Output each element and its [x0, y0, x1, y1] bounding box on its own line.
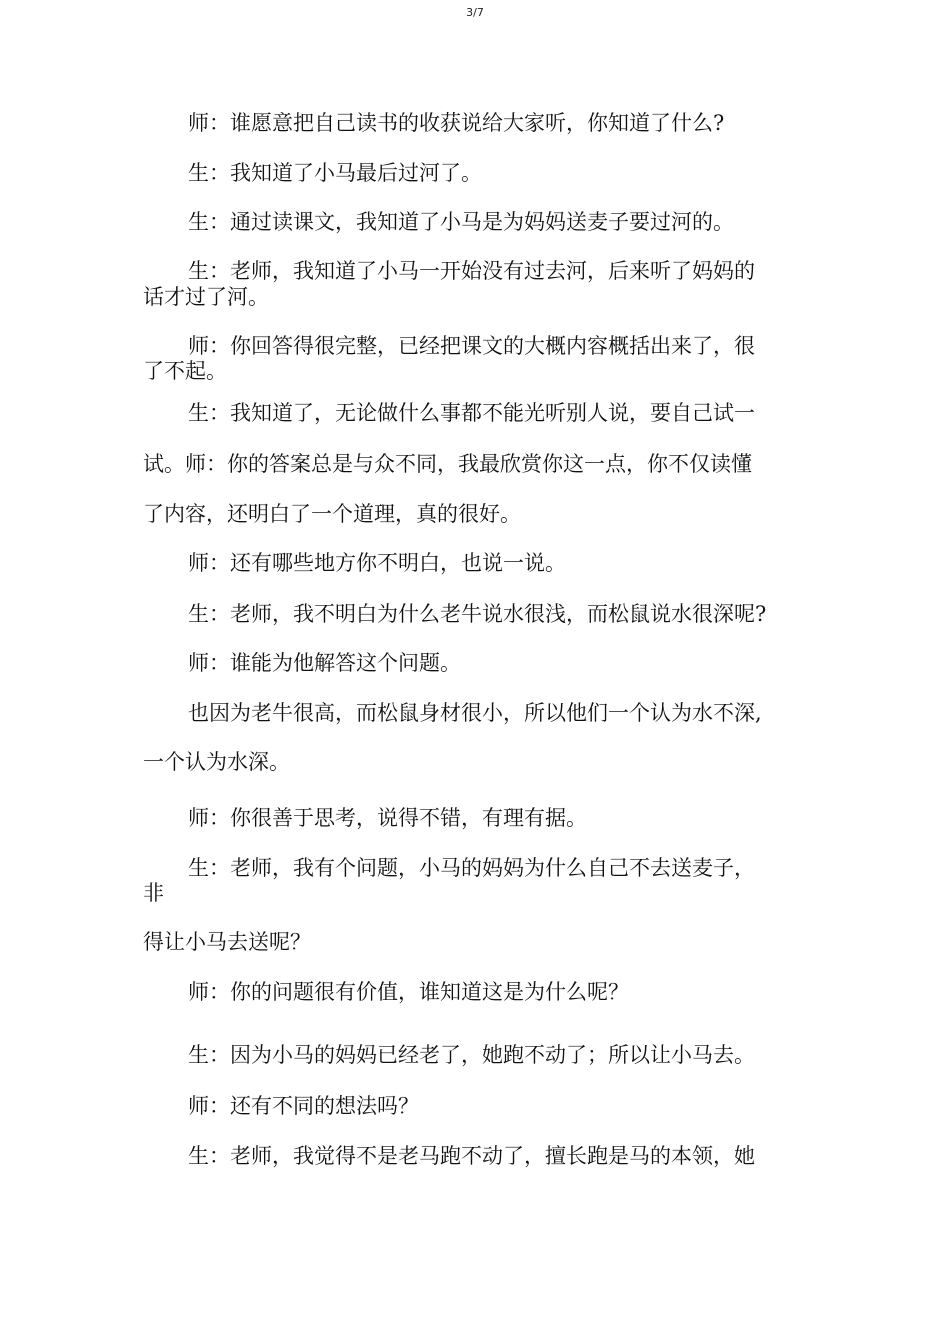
paragraph-line: 得让小马去送呢？: [143, 930, 311, 954]
paragraph-line: 生：我知道了小马最后过河了。: [188, 161, 482, 185]
paragraph-line: 师：还有哪些地方你不明白，也说一说。: [188, 551, 566, 575]
paragraph-line: 师：谁能为他解答这个问题。: [188, 651, 461, 675]
paragraph-line: 也因为老牛很高，而松鼠身材很小，所以他们一个认为水不深,: [188, 701, 762, 725]
paragraph-line: 师：你很善于思考，说得不错，有理有据。: [188, 806, 587, 830]
paragraph-line: 生：通过读课文，我知道了小马是为妈妈送麦子要过河的。: [188, 210, 734, 234]
paragraph-line: 生：老师，我不明白为什么老牛说水很浅，而松鼠说水很深呢?: [188, 602, 767, 626]
paragraph-line: 非: [143, 881, 164, 905]
paragraph-line: 话才过了河。: [143, 285, 269, 309]
paragraph-line: 师：你回答得很完整，已经把课文的大概内容概括出来了，很: [188, 334, 755, 358]
paragraph-line: 师：还有不同的想法吗？: [188, 1094, 419, 1118]
paragraph-line: 一个认为水深。: [143, 750, 290, 774]
paragraph-line: 了不起。: [143, 359, 227, 383]
paragraph-line: 师：你的问题很有价值，谁知道这是为什么呢？: [188, 980, 629, 1004]
paragraph-line: 生：因为小马的妈妈已经老了，她跑不动了；所以让小马去。: [188, 1043, 755, 1067]
paragraph-line: 师：谁愿意把自己读书的收获说给大家听，你知道了什么?: [188, 111, 725, 135]
paragraph-line: 生：老师，我知道了小马一开始没有过去河，后来听了妈妈的: [188, 259, 755, 283]
paragraph-line: 生：老师，我觉得不是老马跑不动了，擅长跑是马的本领，她: [188, 1144, 755, 1168]
page-number: 3/7: [466, 6, 484, 19]
paragraph-line: 试。师：你的答案总是与众不同，我最欣赏你这一点，你不仅读懂: [143, 452, 752, 476]
paragraph-line: 生：我知道了，无论做什么事都不能光听别人说，要自己试一: [188, 401, 755, 425]
paragraph-line: 了内容，还明白了一个道理，真的很好。: [143, 502, 521, 526]
paragraph-line: 生：老师，我有个问题，小马的妈妈为什么自己不去送麦子，: [188, 856, 755, 880]
